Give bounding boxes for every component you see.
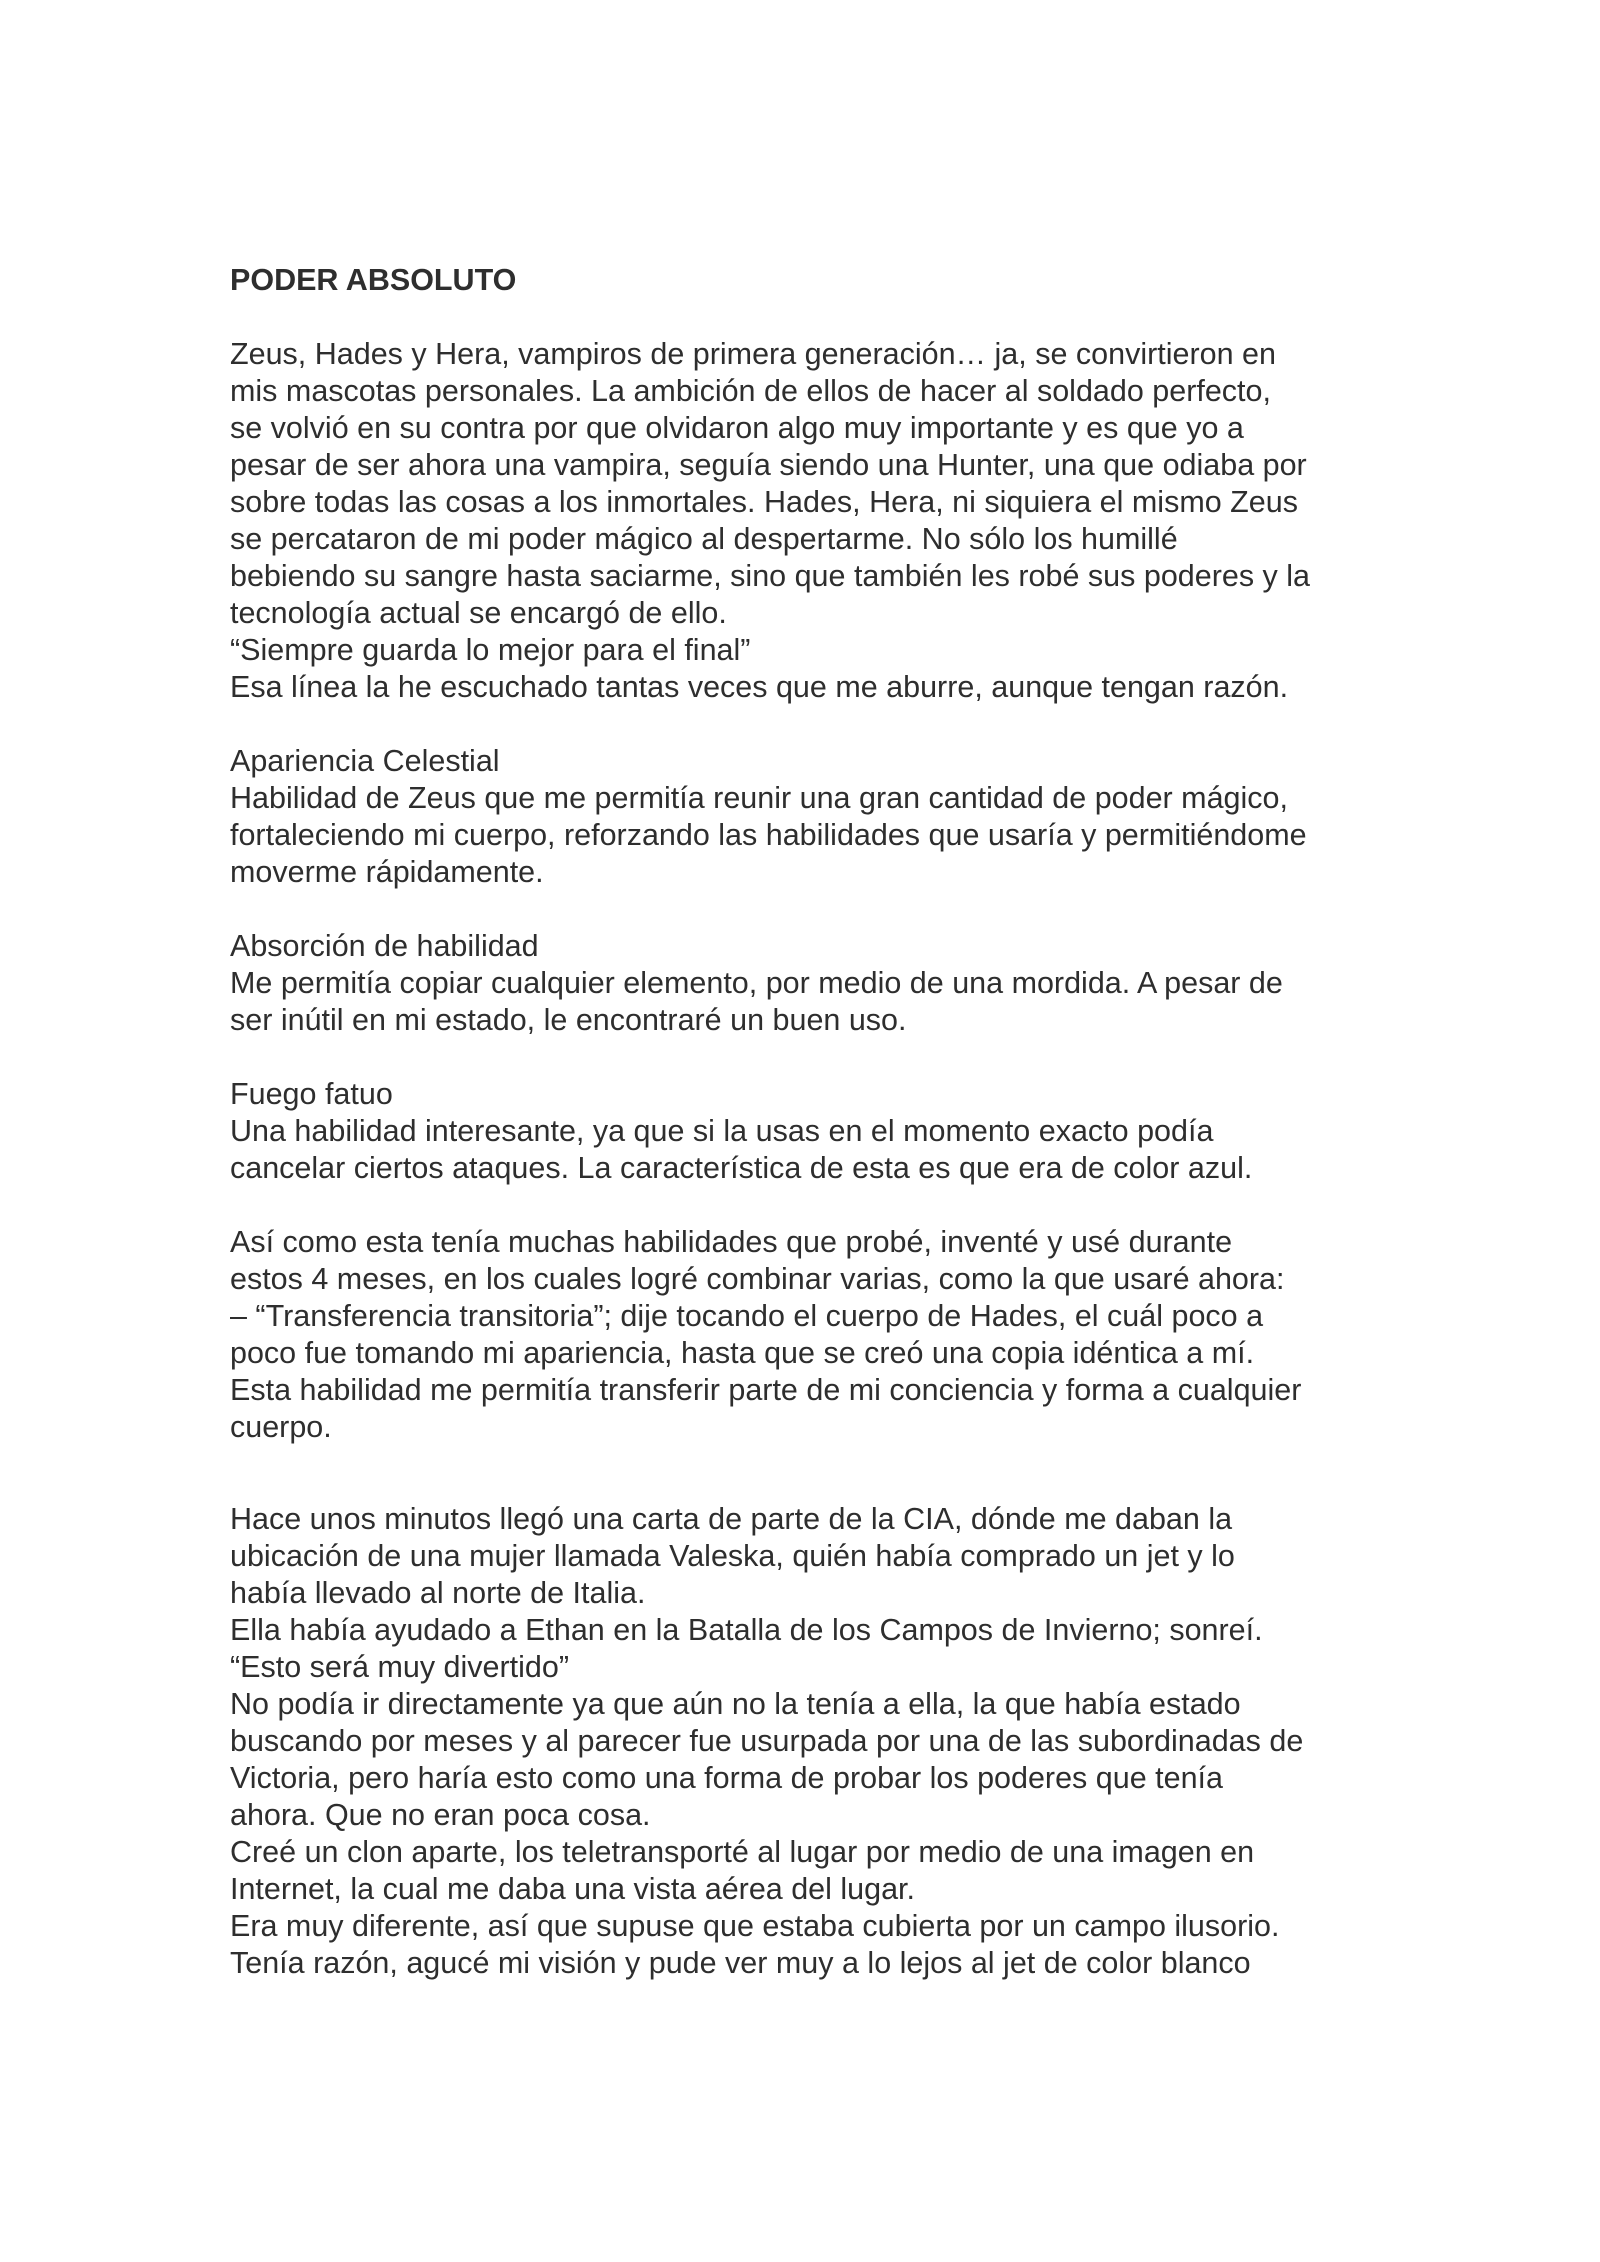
text-line: Me permitía copiar cualquier elemento, por medio de una mordida. A pesar de (230, 966, 1283, 1000)
text-line: poco fue tomando mi apariencia, hasta que se creó una copia idéntica a mí. (230, 1336, 1255, 1370)
text-line: bebiendo su sangre hasta saciarme, sino que también les robé sus poderes y la (230, 559, 1311, 593)
text-line: ahora. Que no eran poca cosa. (230, 1798, 651, 1832)
document-body (230, 262, 1390, 1982)
text-line: se volvió en su contra por que olvidaron algo muy importante y es que yo a (230, 411, 1244, 445)
text-line: mis mascotas personales. La ambición de ellos de hacer al soldado perfecto, (230, 374, 1271, 408)
document-sections (230, 336, 1390, 1982)
paragraph-spacer (230, 1446, 1390, 1501)
text-line: “Esto será muy divertido” (230, 1650, 569, 1684)
text-line: No podía ir directamente ya que aún no la tenía a ella, la que había estado (230, 1687, 1241, 1721)
text-line: ubicación de una mujer llamada Valeska, quién había comprado un jet y lo (230, 1539, 1235, 1573)
text-line: Era muy diferente, así que supuse que estaba cubierta por un campo ilusorio. (230, 1909, 1280, 1943)
text-line: había llevado al norte de Italia. (230, 1576, 646, 1610)
text-line: Hace unos minutos llegó una carta de parte de la CIA, dónde me daban la (230, 1502, 1233, 1536)
text-line: Esta habilidad me permitía transferir parte de mi conciencia y forma a cualquier (230, 1373, 1302, 1407)
paragraph-spacer (230, 1187, 1390, 1224)
paragraph (230, 336, 1390, 706)
text-line: Tenía razón, agucé mi visión y pude ver muy a lo lejos al jet de color blanco (230, 1946, 1251, 1980)
text-line: Apariencia Celestial (230, 744, 500, 778)
text-line: Creé un clon aparte, los teletransporté al lugar por medio de una imagen en (230, 1835, 1255, 1869)
text-line: Así como esta tenía muchas habilidades que probé, inventé y usé durante (230, 1225, 1233, 1259)
text-line: fortaleciendo mi cuerpo, reforzando las habilidades que usaría y permitiéndome (230, 818, 1307, 852)
text-line: cuerpo. (230, 1410, 332, 1444)
text-line: sobre todas las cosas a los inmortales. Hades, Hera, ni siquiera el mismo Zeus (230, 485, 1298, 519)
text-line: ser inútil en mi estado, le encontraré un buen uso. (230, 1003, 907, 1037)
paragraph (230, 1501, 1390, 1982)
text-line: pesar de ser ahora una vampira, seguía siendo una Hunter, una que odiaba por (230, 448, 1307, 482)
paragraph-spacer (230, 891, 1390, 928)
paragraph (230, 1076, 1390, 1187)
text-line: – “Transferencia transitoria”; dije tocando el cuerpo de Hades, el cuál poco a (230, 1299, 1264, 1333)
text-line: Zeus, Hades y Hera, vampiros de primera generación… ja, se convirtieron en (230, 337, 1276, 371)
text-line: “Siempre guarda lo mejor para el final” (230, 633, 751, 667)
paragraph (230, 928, 1390, 1039)
text-line: moverme rápidamente. (230, 855, 544, 889)
text-line: Internet, la cual me daba una vista aérea del lugar. (230, 1872, 915, 1906)
text-line: se percataron de mi poder mágico al despertarme. No sólo los humillé (230, 522, 1178, 556)
text-line: tecnología actual se encargó de ello. (230, 596, 727, 630)
paragraph (230, 1224, 1390, 1446)
text-line: buscando por meses y al parecer fue usurpada por una de las subordinadas de (230, 1724, 1304, 1758)
paragraph (230, 743, 1390, 891)
text-line: Fuego fatuo (230, 1077, 393, 1111)
text-line: Victoria, pero haría esto como una forma de probar los poderes que tenía (230, 1761, 1223, 1795)
text-line: cancelar ciertos ataques. La característica de esta es que era de color azul. (230, 1151, 1253, 1185)
document-title: PODER ABSOLUTO (230, 263, 517, 297)
text-line: Absorción de habilidad (230, 929, 539, 963)
paragraph-spacer (230, 706, 1390, 743)
text-line: Ella había ayudado a Ethan en la Batalla de los Campos de Invierno; sonreí. (230, 1613, 1263, 1647)
paragraph-spacer (230, 1039, 1390, 1076)
text-line: estos 4 meses, en los cuales logré combinar varias, como la que usaré ahora: (230, 1262, 1285, 1296)
text-line: Habilidad de Zeus que me permitía reunir una gran cantidad de poder mágico, (230, 781, 1288, 815)
text-line: Esa línea la he escuchado tantas veces que me aburre, aunque tengan razón. (230, 670, 1289, 704)
text-line: Una habilidad interesante, ya que si la usas en el momento exacto podía (230, 1114, 1214, 1148)
